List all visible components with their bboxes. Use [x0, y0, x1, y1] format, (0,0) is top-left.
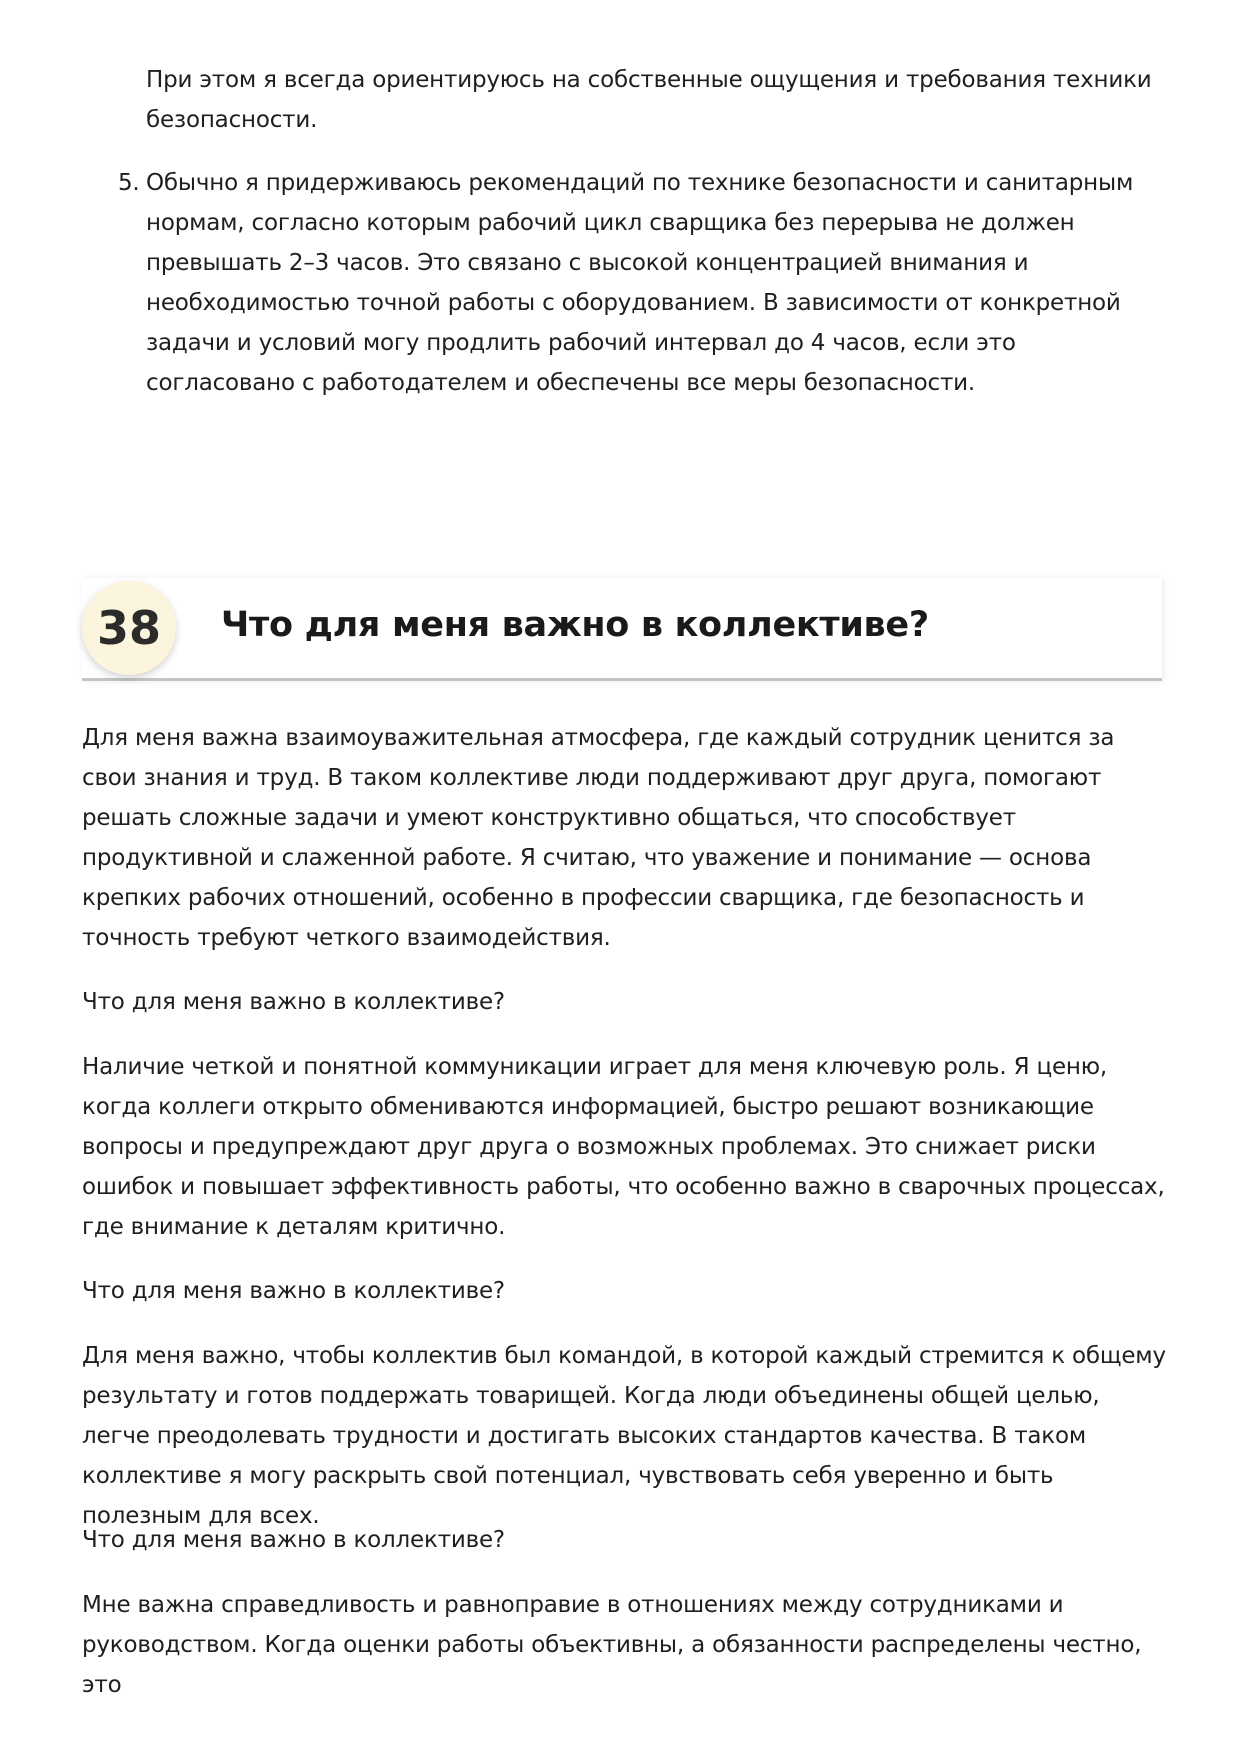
- section-header: [82, 578, 1162, 683]
- list-item-number: 5.: [118, 170, 140, 196]
- list-item: [118, 163, 1166, 403]
- section-title: Что для меня важно в коллективе?: [221, 605, 929, 645]
- paragraph-4: Мне важна справедливость и равноправие в отношениях между сотрудниками и руководством. Когда оценки работы объективны, а обязанности распределены честно, это: [82, 1592, 1142, 1698]
- section-number-badge: 38: [82, 581, 176, 675]
- continuation-paragraph: При этом я всегда ориентируюсь на собственные ощущения и требования техники безопасности.: [146, 67, 1152, 133]
- question-3: Что для меня важно в коллективе?: [82, 1527, 505, 1553]
- list-item-text: Обычно я придерживаюсь рекомендаций по технике безопасности и санитарным нормам, согласно которым рабочий цикл сварщика без перерыва не должен превышать 2–3 часов. Это связано с высокой концентрацией внимания и необходимостью точной работы с оборудованием. В зависимости от конкретной задачи и условий могу продлить рабочий интервал до 4 часов, если это согласовано с работодателем и обеспечены все меры безопасности.: [146, 170, 1134, 396]
- question-1: Что для меня важно в коллективе?: [82, 989, 505, 1015]
- paragraph-1: Для меня важна взаимоуважительная атмосфера, где каждый сотрудник ценится за свои знания и труд. В таком коллективе люди поддерживают друг друга, помогают решать сложные задачи и умеют конструктивно общаться, что способствует продуктивной и слаженной работе. Я считаю, что уважение и понимание — основа крепких рабочих отношений, особенно в профессии сварщика, где безопасность и точность требуют четкого взаимодействия.: [82, 725, 1115, 951]
- paragraph-3: Для меня важно, чтобы коллектив был командой, в которой каждый стремится к общему результату и готов поддержать товарищей. Когда люди объединены общей целью, легче преодолевать трудности и достигать высоких стандартов качества. В таком коллективе я могу раскрыть свой потенциал, чувствовать себя уверенно и быть полезным для всех.: [82, 1343, 1166, 1529]
- paragraph-2: Наличие четкой и понятной коммуникации играет для меня ключевую роль. Я ценю, когда коллеги открыто обмениваются информацией, быстро решают возникающие вопросы и предупреждают друг друга о возможных проблемах. Это снижает риски ошибок и повышает эффективность работы, что особенно важно в сварочных процессах, где внимание к деталям критично.: [82, 1054, 1165, 1240]
- question-2: Что для меня важно в коллективе?: [82, 1278, 505, 1304]
